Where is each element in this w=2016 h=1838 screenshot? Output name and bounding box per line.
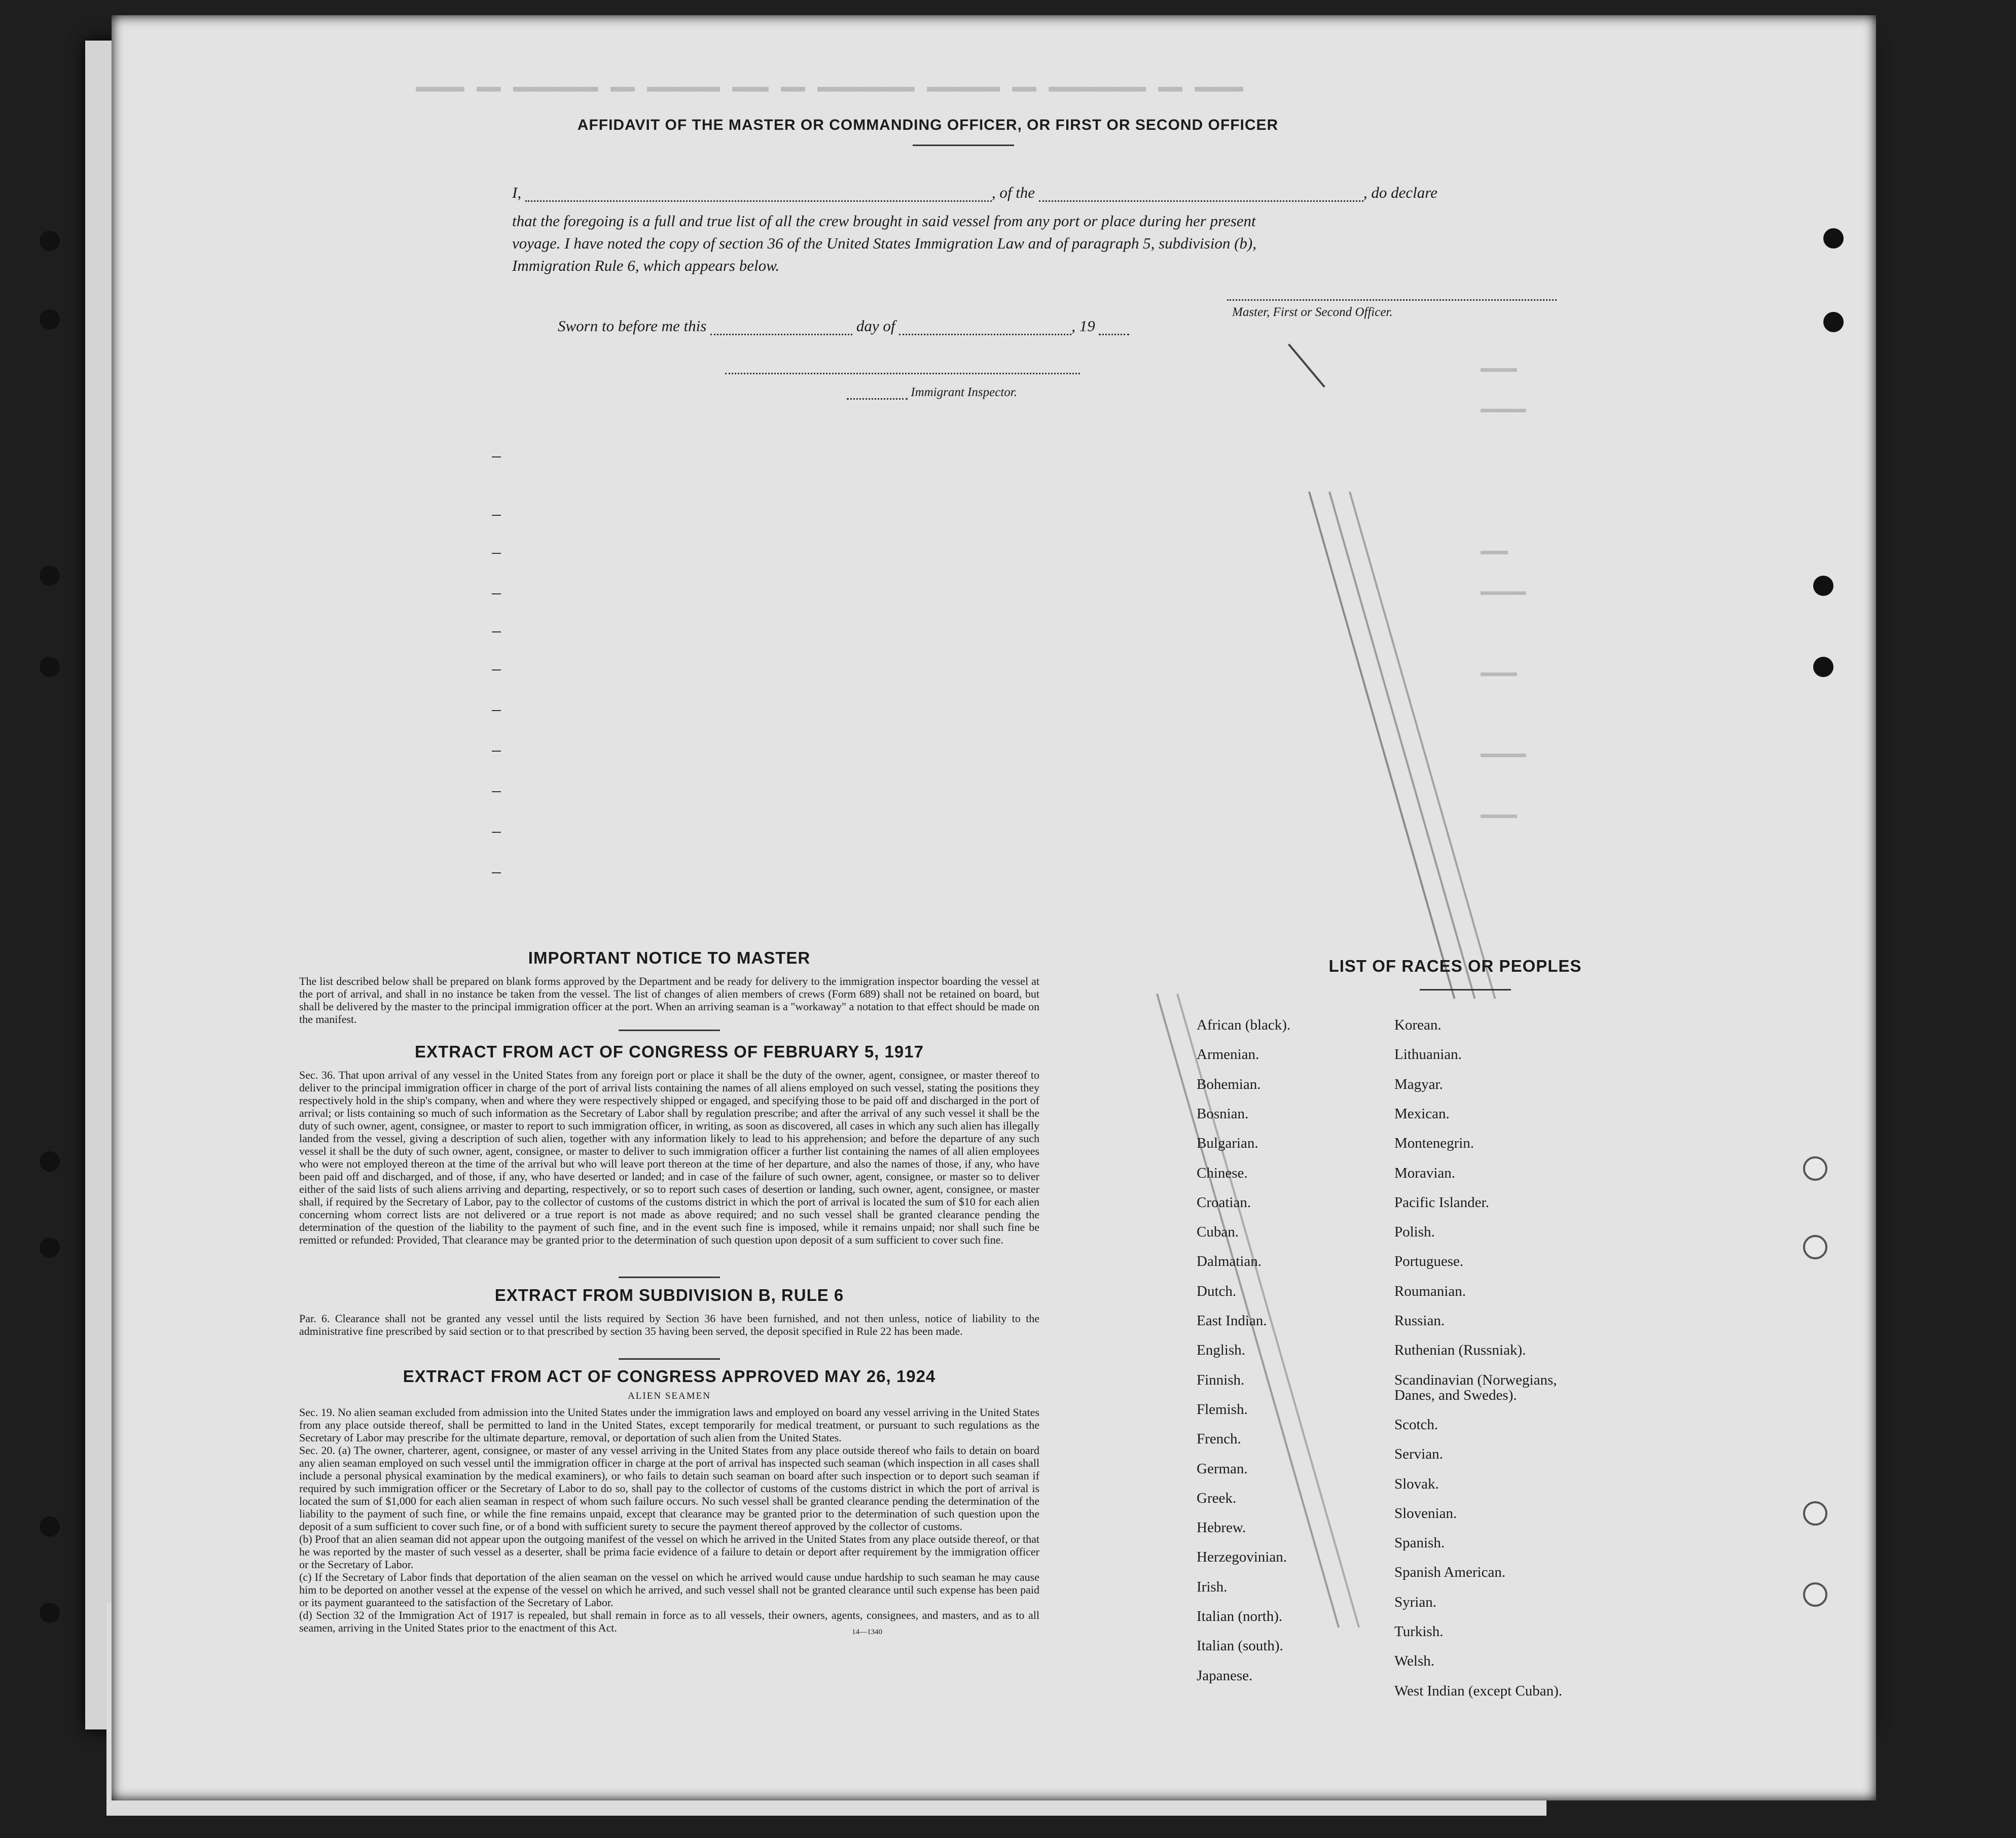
race-item: Ruthenian (Russniak). [1394,1342,1526,1359]
race-item: Slovak. [1394,1475,1439,1492]
hole [1803,1501,1827,1526]
act-1924-body [299,1406,1039,1634]
notice-text: The list described below shall be prepared on blank forms approved by the Department and be ready for delivery to the immigration inspector boarding the vessel at the port of arrival, and shall in no instance be taken from the vessel. The list of changes of alien members of crews (Form 689) shall not be retained on board, but shall be delivered by the master to the principal immigration officer at the port. When an arriving seaman is a "workaway" a notation to that effect should be made on the manifest. [299,975,1039,1026]
race-item: West Indian (except Cuban). [1394,1682,1563,1699]
hole [1813,657,1833,677]
race-item: Spanish. [1394,1535,1445,1551]
act-1924-title: EXTRACT FROM ACT OF CONGRESS APPROVED MAY 26, 1924 [403,1367,936,1386]
race-item: Bohemian. [1197,1076,1261,1092]
inspector-lead-dots [847,398,908,400]
race-item: Slovenian. [1394,1505,1457,1522]
races-rule [1420,989,1511,991]
race-item: Turkish. [1394,1623,1444,1640]
race-item: Irish. [1197,1578,1228,1595]
race-item: Scotch. [1394,1416,1438,1433]
race-item: Dalmatian. [1197,1253,1262,1270]
notice-rule [619,1030,720,1031]
inspector-label-row [847,385,1017,400]
sworn-line [558,317,1129,335]
rule-6-text: Par. 6. Clearance shall not be granted any vessel until the lists required by Section 36 have been furnished, and not then unless, notice of liability to the administrative fine prescribed by said section or to that prescribed by section 35 having been served, the deposit specified in Rule 22 has been made. [299,1312,1039,1337]
race-item: Flemish. [1197,1401,1248,1418]
act-1924-sec-19: Sec. 19. No alien seaman excluded from admission into the United States under the immigration laws and employed on board any vessel arriving in the United States from any place outside thereof, shall be permitted to land in the United States, except temporarily for medical treatment, or pursuant to such regulations as the Secretary of Labor may prescribe for the ultimate departure, removal, or deportation of such alien from the United States. [299,1406,1039,1444]
act-1924-sec-20d: (d) Section 32 of the Immigration Act of 1917 is repealed, but shall remain in force as to all vessels, their owners, agents, consignees, and masters, and as to all seamen, arriving in the United States prior to the enactment of this Act. [299,1609,1039,1634]
race-item: Greek. [1197,1490,1237,1506]
race-item: Dutch. [1197,1283,1237,1299]
day-of-label: day of [856,317,895,335]
hole [1803,1582,1827,1607]
master-name-field[interactable] [525,200,992,202]
affidavit-do-declare: , do declare [1363,184,1437,201]
affidavit-title: AFFIDAVIT OF THE MASTER OR COMMANDING OFFICER, OR FIRST OR SECOND OFFICER [577,117,1279,133]
hole [1813,576,1833,596]
act-1924-sec-20c: (c) If the Secretary of Labor finds that deportation of the alien seaman on the vessel on which he arrived would cause undue hardship to such seaman he may cause him to be deported on another vessel at the expense of the vessel on which he arrived, and such vessel shall not be granted clearance until such expense has been paid or its payment guaranteed to the satisfaction of the Secretary of Labor. [299,1571,1039,1609]
race-item: Montenegrin. [1394,1135,1474,1152]
rule-6-title: EXTRACT FROM SUBDIVISION B, RULE 6 [494,1286,844,1304]
race-item: Syrian. [1394,1594,1436,1610]
master-signature-label: Master, First or Second Officer. [1232,305,1393,319]
race-item: Bulgarian. [1197,1135,1258,1152]
race-item: English. [1197,1342,1245,1359]
race-item: French. [1197,1431,1241,1447]
race-item: Portuguese. [1394,1253,1464,1270]
hole [40,1516,60,1537]
race-item: Russian. [1394,1313,1445,1329]
sworn-year-field[interactable] [1099,334,1129,335]
affidavit-i: I, [512,184,522,201]
race-item: German. [1197,1460,1248,1477]
hole [40,1151,60,1172]
hole [1803,1235,1827,1259]
affidavit-statement [512,210,1256,277]
hole [40,309,60,330]
act-1924-sec-20a: Sec. 20. (a) The owner, charterer, agent, consignee, or master of any vessel arriving in the United States from any place outside thereof who fails to detain on board any alien seaman employed on such vessel until the immigration officer in charge at the port of arrival has inspected such seaman (which inspection in all cases shall include a personal physical examination by the medical examiners), or who fails to detain such seaman on board after such inspection or to deport such seaman if required by such immigration officer or the Secretary of Labor to do so, shall pay to the collector of customs of the customs district in which the port of arrival is located the sum of $1,000 for each alien seaman in respect of whom such failure occurs. No such vessel shall be granted clearance pending the determination of the liability to the payment of such fine, or while the fine remains unpaid, except that clearance may be granted prior to the determination of such question upon the deposit of a sum sufficient to cover such fine, or of a bond with sufficient surety to secure the payment thereof approved by the collector of customs. [299,1444,1039,1533]
hole [1803,1156,1827,1181]
affidavit-line-3: Immigration Rule 6, which appears below. [512,257,780,274]
hole [40,1603,60,1623]
race-item: Armenian. [1197,1046,1259,1063]
affidavit-line-2: voyage. I have noted the copy of section 36 of the United States Immigration Law and of paragraph 5, subdivision (b), [512,234,1256,252]
race-item: Herzegovinian. [1197,1549,1287,1566]
race-item: African (black). [1197,1017,1291,1033]
act-1917-rule [619,1277,720,1278]
hole [1823,228,1844,249]
vessel-name-field[interactable] [1039,200,1363,202]
race-item: Polish. [1394,1224,1435,1241]
race-item: Croatian. [1197,1194,1251,1211]
race-item: Magyar. [1394,1076,1443,1092]
act-1917-text: Sec. 36. That upon arrival of any vessel in the United States from any foreign port or place it shall be the duty of the owner, agent, consignee, or master thereof to deliver to the principal immigration officer in charge of the port of arrival lists containing the names of all aliens employed on such vessel, stating the positions they respectively hold in the ship's company, when and where they were respectively shipped or engaged, and specifying those to be paid off and discharged in the port of arrival; or lists containing so much of such information as the Secretary of Labor shall by regulation prescribe; and after the arrival of any such vessel it shall be the duty of such owner, agent, consignee, or master to report to such immigration officer, in writing, as soon as discovered, all cases in which any such alien has illegally landed from the vessel, giving a description of such alien, together with any information likely to lead to his apprehension; and before the departure of any such vessel it shall be the duty of such owner, agent, consignee, or master to deliver to such immigration officer a further list containing the names of all alien employees who were not employed thereon at the time of the arrival but who will leave port thereon at the time of her departure, and also the names of those, if any, who have been paid off and discharged, and of those, if any, who have deserted or landed; and in case of the failure of such owner, agent, consignee, or master so to deliver either of the said lists of such aliens arriving and departing, respectively, or so to report such cases of desertion or landing, such owner, agent, consignee, or master shall, if required by the Secretary of Labor, pay to the collector of customs of the customs district in which the port of arrival is located the sum of $10 for each alien concerning whom correct lists are not delivered or a true report is not made as above required; and no such vessel shall be granted clearance pending the determination of the question of the liability to the payment of such fine, and in the event such fine is imposed, while it remains unpaid; nor shall such fine be remitted or refunded: Provided, That clearance may be granted prior to the determination of such question upon deposit of a sum sufficient to cover such fine. [299,1069,1039,1246]
race-item: Hebrew. [1197,1519,1246,1536]
hole [40,565,60,586]
race-item: Italian (south). [1197,1638,1283,1654]
act-1917-title: EXTRACT FROM ACT OF CONGRESS OF FEBRUARY 5, 1917 [415,1042,924,1061]
race-item: Chinese. [1197,1164,1248,1181]
race-item: Welsh. [1394,1653,1435,1670]
race-item: Spanish American. [1394,1564,1506,1581]
hole [1823,312,1844,332]
race-item: Italian (north). [1197,1608,1283,1624]
notice-title: IMPORTANT NOTICE TO MASTER [528,948,811,967]
inspector-label: Immigrant Inspector. [911,385,1017,399]
race-item: Roumanian. [1394,1283,1466,1299]
master-signature-line[interactable] [1227,299,1557,301]
race-item: Scandinavian (Norwegians, [1394,1371,1557,1388]
title-rule [913,145,1014,146]
hole [40,657,60,677]
inspector-signature-line[interactable] [725,373,1080,374]
rule-6-rule [619,1358,720,1360]
race-item: Korean. [1394,1017,1442,1033]
races-title: LIST OF RACES OR PEOPLES [1328,957,1582,975]
sworn-day-field[interactable] [710,334,852,335]
act-1924-sec-20b: (b) Proof that an alien seaman did not appear upon the outgoing manifest of the vessel on which he arrived in the United States from any place outside thereof, or that he was reported by the master of such vessel as a deserter, shall be prima facie evidence of a failure to detain or deport after requirement by the immigration officer or the Secretary of Labor. [299,1533,1039,1571]
race-item: Moravian. [1394,1164,1455,1181]
hole [40,231,60,251]
sworn-label: Sworn to before me this [558,317,707,335]
race-item: Lithuanian. [1394,1046,1462,1063]
alien-seamen-subtitle: ALIEN SEAMEN [628,1391,711,1401]
affidavit-line-1: that the foregoing is a full and true list of all the crew brought in said vessel from any port or place during her present [512,212,1256,230]
race-item: Japanese. [1197,1667,1253,1684]
form-number: 14—1340 [852,1628,882,1636]
race-item: Mexican. [1394,1105,1450,1122]
race-item: Servian. [1394,1446,1443,1463]
race-item: Bosnian. [1197,1105,1249,1122]
hole [40,1238,60,1258]
race-item: Cuban. [1197,1224,1239,1241]
sworn-month-field[interactable] [899,334,1071,335]
race-item: Finnish. [1197,1371,1245,1388]
year-label: , 19 [1071,317,1095,335]
affidavit-declare-line [512,184,1437,202]
race-item: East Indian. [1197,1313,1267,1329]
manifest-sheet: ▬▬▬▬ ▬▬ ▬▬▬▬▬▬▬▬ ▬▬ ▬▬▬▬▬▬ ▬▬▬▬▬▬▬▬ ▬▬ ▬▬▬ ▬▬▬▬▬▬ ▬▬ ▬▬▬▬▬▬▬ ▬▬ ▬▬▬▬ ▬▬▬▬ ▬▬▬▬▬ ▬▬▬ ▬▬▬▬▬ ▬▬▬▬ ▬▬▬▬▬ ▬▬▬▬ AFFIDAVIT OF THE MASTER OR COMMANDING OFFICER, OR FIRST OR SECOND OFFICER I, , of the , do declare that the foregoing is a full and true list of all the crew brought in said vessel from any port or place during her present voyage. I have noted the copy of section 36 of the United States Immigration Law and of paragraph 5, subdivision (b), Immigration Rule 6, which appears below. Master, First or Second Officer. Sworn to before me this day of , 19 Immigrant Inspector. IMPORTANT NOTICE TO MASTER The list described below shall be prepared on blank forms approved by the Department and be ready for delivery to the immigration inspector boarding the vessel at the port of arrival, and shall in no instance be taken from the vessel. The list of changes of alien members of crews (Form 689) shall not be retained on board, but shall be delivered by the master to the principal immigration officer at the port. When an arriving seaman is a "workaway" a notation to that effect should be made on the manifest. EXTRACT FROM ACT OF CONGRESS OF FEBRUARY 5, 1917 Sec. 36. That upon arrival of any vessel in the United States from any foreign port or place it shall be the duty of the owner, agent, consignee, or master thereof to deliver to the principal immigration officer in charge of the port of arrival lists containing the names of all aliens employed on such vessel, stating the positions they respectively hold in the ship's company, when and where they were respectively shipped or engaged, and specifying those to be paid off and discharged in the port of arrival; or lists containing so much of such information as the Secretary of Labor shall by regulation prescribe; and after the arrival of any such vessel it shall be the duty of such owner, agent, consignee, or master to report to such immigration officer, in writing, as soon as discovered, all cases in which any such alien has illegally landed from the vessel, giving a description of such alien, together with any information likely to lead to his apprehension; and before the departure of any such vessel it shall be the duty of such owner, agent, consignee, or master to deliver to such immigration officer a further list containing the names of all alien employees who were not employed thereon at the time of the arrival but who will leave port thereon at the time of her departure, and also the names of those, if any, who have been paid off and discharged, and of those, if any, who have deserted or landed; and in case of the failure of such owner, agent, consignee, or master so to deliver either of the said lists of such aliens arriving and departing, respectively, or so to report such cases of desertion or landing, such owner, agent, consignee, or master shall, if required by the Secretary of Labor, pay to the collector of customs of the customs district in which the port of arrival is located the sum of $10 for each alien concerning whom correct lists are not delivered or a true report is not made as above required; and no such vessel shall be granted clearance pending the determination of the question of the liability to the payment of such fine, and in the event such fine is imposed, while it remains unpaid; nor shall such fine be remitted or refunded: Provided, That clearance may be granted prior to the determination of such question upon deposit of a sum sufficient to cover such fine. EXTRACT FROM SUBDIVISION B, RULE 6 Par. 6. Clearance shall not be granted any vessel until the lists required by Section 36 have been furnished, and not then unless, notice of liability to the administrative fine prescribed by said section or to that prescribed by section 35 having been served, the deposit specified in Rule 22 has been made. EXTRACT FROM ACT OF CONGRESS APPROVED MAY 26, 1924 ALIEN SEAMEN Sec. 19. No alien seaman excluded from admission into the United States under the immigration laws and employed on board any vessel arriving in the United States from any place outside thereof, shall be permitted to land in the United States, except temporarily for medical treatment, or pursuant to such regulations as the Secretary of Labor may prescribe for the ultimate departure, removal, or deportation of such alien from the United States. Sec. 20. (a) The owner, charterer, agent, consignee, or master of any vessel arriving in the United States from any place outside thereof who fails to detain on board any alien seaman employed on such vessel until the immigration officer in charge at the port of arrival has inspected such seaman (which inspection in all cases shall include a personal physical examination by the medical examiners), or who fails to detain such seaman on board after such inspection or to deport such seaman if required by such immigration officer or the Secretary of Labor to do so, shall pay to the collector of customs of the customs district in which the port of arrival is located the sum of $1,000 for each alien seaman in respect of whom such failure occurs. No such vessel shall be granted clearance pending the determination of the liability to the payment of such fine, or while the fine remains unpaid, except that clearance may be granted prior to the determination of such question upon the deposit of a sum sufficient to cover such fine, or of a bond with sufficient surety to secure the payment thereof approved by the collector of customs. (b) Proof that an alien seaman did not appear upon the outgoing manifest of the vessel on which he arrived in the United States from any place outside thereof, or that he was reported by the master of such vessel as a deserter, shall be prima facie evidence of a failure to detain or deport after requirement by the immigration officer or the Secretary of Labor. (c) If the Secretary of Labor finds that deportation of the alien seaman on the vessel on which he arrived would cause undue hardship to such seaman he may cause him to be deported on another vessel at the expense of the vessel on which he arrived, and such vessel shall not be granted clearance until such expense has been paid or its payment guaranteed to the satisfaction of the Secretary of Labor. (d) Section 32 of the Immigration Act of 1917 is repealed, but shall remain in force as to all vessels, their owners, agents, consignees, and masters, and as to all seamen, arriving in the United States prior to the enactment of this Act. 14—1340 LIST OF RACES OR PEOPLES African (black). Armenian. Bohemian. Bosnian. Bulgarian. Chinese. Croatian. Cuban. Dalmatian. Dutch. East Indian. English. Finnish. Flemish. French. German. Greek. Hebrew. Herzegovinian. Irish. Italian (north). Italian (south). Japanese. Korean. Lithuanian. Magyar. Mexican. Montenegrin. Moravian. Pacific Islander. Polish. Portuguese. Roumanian. Russian. Ruthenian (Russniak). Scandinavian (Norwegians, Danes, and Swedes). Scotch. Servian. Slovak. Slovenian. Spanish. Spanish American. Syrian. Turkish. Welsh. West Indian (except Cuban). [112,15,1876,1800]
race-item: Pacific Islander. [1394,1194,1489,1211]
affidavit-of-the: , of the [991,184,1035,201]
race-item: Danes, and Swedes). [1394,1387,1517,1403]
